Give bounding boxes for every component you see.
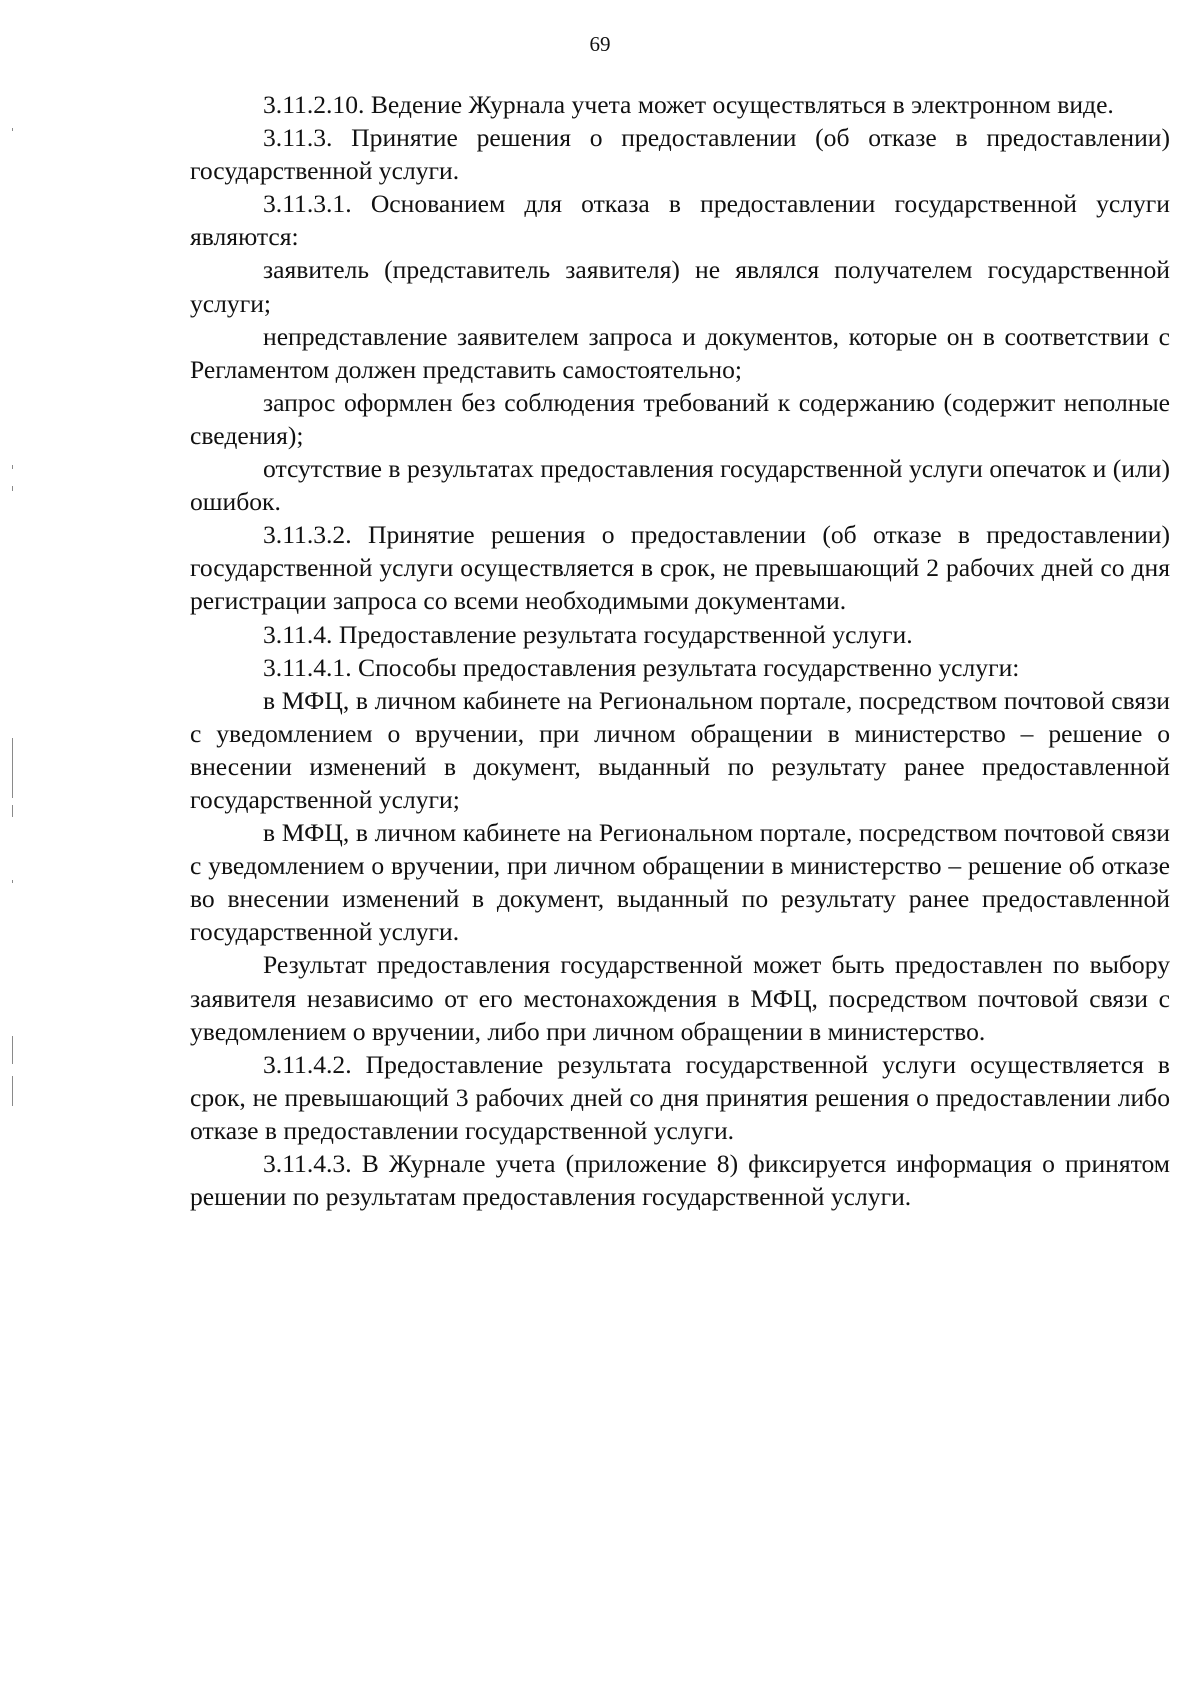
paragraph: 3.11.3. Принятие решения о предоставлении (об отказе в предоставлении) государственной услуги. <box>190 123 1170 186</box>
scan-mark <box>12 1036 13 1064</box>
list-item: непредставление заявителем запроса и документов, которые он в соответствии с Регламентом должен представить самостоятельно; <box>190 321 1170 384</box>
paragraph: 3.11.4.3. В Журнале учета (приложение 8) фиксируется информация о принятом решении по результатам предоставления государственной услуги. <box>190 1149 1170 1212</box>
paragraph: 3.11.4.2. Предоставление результата государственной услуги осуществляется в срок, не превышающий 3 рабочих дней со дня принятия решения о предоставлении либо отказе в предоставлении государственной услуги. <box>190 1049 1170 1145</box>
list-item: запрос оформлен без соблюдения требований к содержанию (содержит неполные сведения); <box>190 387 1170 450</box>
scan-mark <box>12 738 13 798</box>
paragraph: 3.11.4. Предоставление результата государственной услуги. <box>263 619 913 649</box>
paragraph: 3.11.3.2. Принятие решения о предоставлении (об отказе в предоставлении) государственной услуги осуществляется в срок, не превышающий 2 рабочих дней со дня регистрации запроса со всеми необходимыми документами. <box>190 520 1170 616</box>
list-item: в МФЦ, в личном кабинете на Региональном портале, посредством почтовой связи с уведомлением о вручении, при личном обращении в министерство – решение об отказе во внесении изменений в документ, выданный по результату ранее предоставленной государственной услуги. <box>190 818 1170 947</box>
paragraph: 3.11.4.1. Способы предоставления результата государственно услуги: <box>263 652 1020 682</box>
scan-mark <box>12 128 13 131</box>
paragraph: Результат предоставления государственной может быть предоставлен по выбору заявителя независимо от его местонахождения в МФЦ, посредством почтовой связи с уведомлением о вручении, либо при личном обращении в министерство. <box>190 950 1170 1046</box>
scan-mark <box>12 805 13 817</box>
list-item: заявитель (представитель заявителя) не являлся получателем государственной услуги; <box>190 255 1170 318</box>
paragraph: 3.11.3.1. Основанием для отказа в предоставлении государственной услуги являются: <box>190 189 1170 252</box>
scan-mark <box>12 465 13 469</box>
list-item: отсутствие в результатах предоставления государственной услуги опечаток и (или) ошибок. <box>190 454 1170 517</box>
document-body <box>190 88 1170 1213</box>
scan-mark <box>12 880 13 883</box>
scan-mark <box>12 1076 13 1106</box>
page-number: 69 <box>589 32 611 56</box>
scan-margin-marks <box>0 0 40 1695</box>
list-item: в МФЦ, в личном кабинете на Региональном портале, посредством почтовой связи с уведомлением о вручении, при личном обращении в министерство – решение о внесении изменений в документ, выданный по результату ранее предоставленной государственной услуги; <box>190 685 1170 814</box>
paragraph: 3.11.2.10. Ведение Журнала учета может осуществляться в электронном виде. <box>263 90 1114 119</box>
scan-mark <box>12 486 13 491</box>
